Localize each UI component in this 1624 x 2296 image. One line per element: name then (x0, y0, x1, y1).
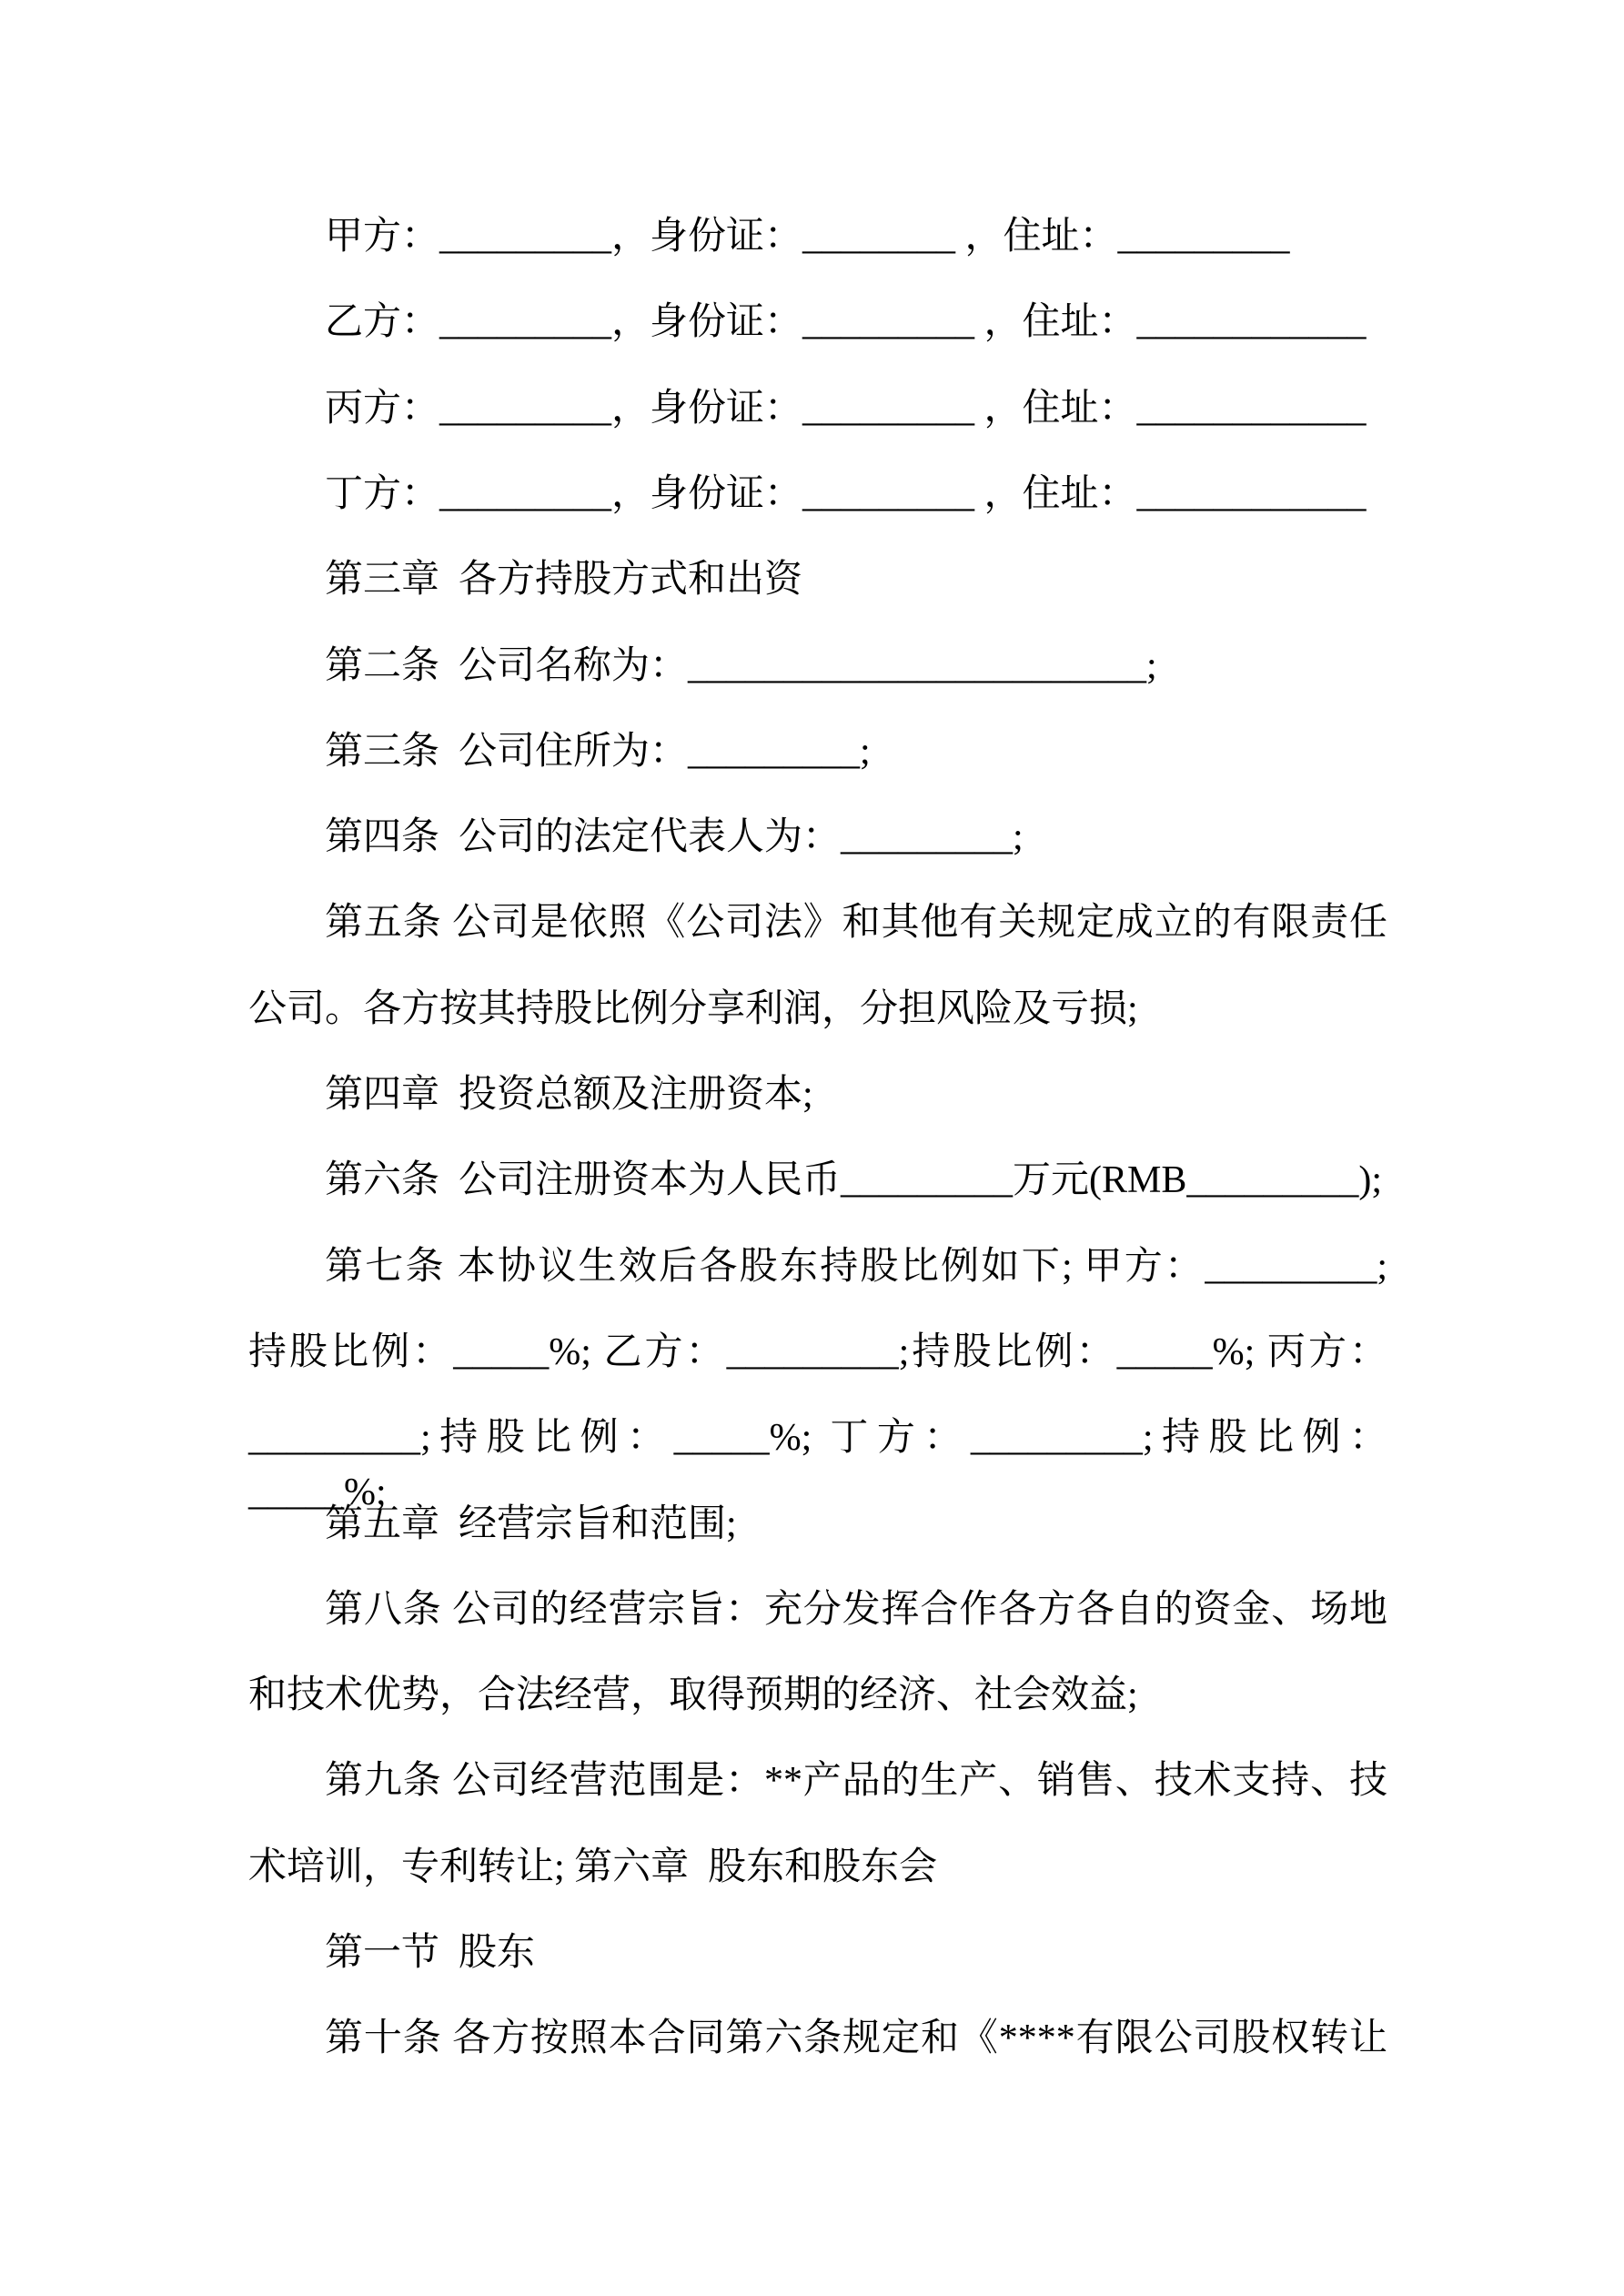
document-line: 第六条 公司注册资本为人民币_________万元(RMB_________); (325, 1159, 1383, 1202)
document-line: 第五章 经营宗旨和范围; (325, 1502, 737, 1545)
document-line: 第九条 公司经营范围是：**产品的生产、销售、技术支持、技 (325, 1760, 1387, 1803)
document-line: 第十条 各方按照本合同第六条规定和《****有限公司股权转让 (325, 2018, 1387, 2060)
document-line: 第一节 股东 (325, 1932, 536, 1974)
document-line: _________;持股比例：_____%; 丁方：_________;持股比例：_____%; (248, 1417, 1387, 1514)
document-line: 第三章 各方持股方式和出资 (325, 559, 803, 602)
document-line: 术培训，专利转让; 第六章 股东和股东会 (248, 1846, 938, 1888)
document-line: 丁方：_________，身份证：_________ ，住址：____________ (325, 472, 1367, 515)
document-line: 第四条 公司的法定代表人为：_________; (325, 816, 1024, 859)
document-line: 第八条 公司的经营宗旨：充分发挥合作各方各自的资金、场地 (325, 1588, 1387, 1631)
document-line: 第三条 公司住所为：_________; (325, 730, 871, 773)
document-line: 和技术优势，合法经营，取得预期的经济、社会效益; (248, 1674, 1138, 1717)
document-line: 第五条 公司是依照《公司法》和其他有关规定成立的有限责任 (325, 902, 1387, 945)
document-line: 甲方：_________，身份证：________ ，住址：_________ (325, 216, 1290, 258)
document-line: 持股比例：_____%; 乙方：_________;持股比例：_____%; 丙方： (248, 1330, 1387, 1373)
document-line: 公司。各方按其持股比例分享利润，分担风险及亏损; (248, 987, 1138, 1030)
document-line: 乙方：_________，身份证：_________ ，住址：____________ (325, 301, 1367, 344)
document-line: 第七条 本协议生效后各股东持股比例如下; 甲方：_________; (325, 1245, 1387, 1288)
document-line: 第四章 投资总额及注册资本; (325, 1074, 813, 1116)
document-line: 第二条 公司名称为：________________________; (325, 644, 1157, 687)
document-line: 丙方：_________，身份证：_________ ，住址：____________ (325, 387, 1367, 430)
